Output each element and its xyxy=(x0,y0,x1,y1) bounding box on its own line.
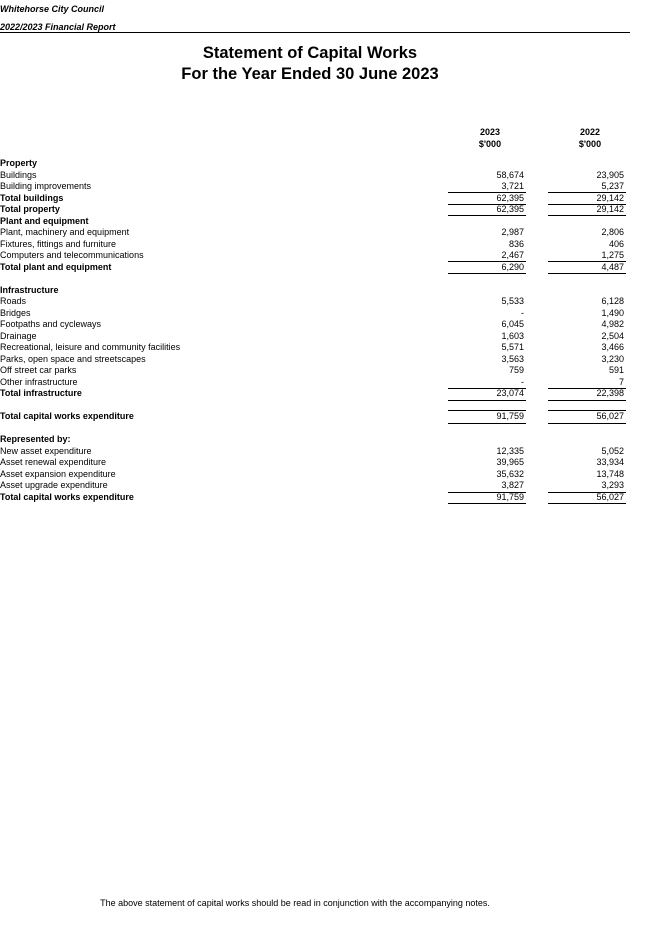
table-row xyxy=(0,319,640,331)
value-2022: 1,490 xyxy=(601,308,624,318)
value-2022: 13,748 xyxy=(596,469,624,479)
value-2022: 23,905 xyxy=(596,170,624,180)
row-label: Total capital works expenditure xyxy=(0,492,134,502)
value-2022: 3,230 xyxy=(601,354,624,364)
value-2022: 7 xyxy=(618,377,624,387)
row-label: Property xyxy=(0,158,38,168)
value-2023: - xyxy=(521,308,524,318)
table-row xyxy=(0,342,640,354)
value-2023: 3,563 xyxy=(501,354,524,364)
row-label: Parks, open space and streetscapes xyxy=(0,354,146,364)
row-label: New asset expenditure xyxy=(0,446,92,456)
table-row xyxy=(0,227,640,239)
table-row xyxy=(0,204,640,216)
subtotal-rule xyxy=(548,273,626,274)
subtotal-rule xyxy=(448,215,526,216)
value-2023: 5,571 xyxy=(501,342,524,352)
value-2022: 5,237 xyxy=(601,181,624,191)
column-year-2022: 2022 xyxy=(579,127,601,137)
value-2023: - xyxy=(521,377,524,387)
value-2023: 6,045 xyxy=(501,319,524,329)
table-row xyxy=(0,193,640,205)
row-label: Off street car parks xyxy=(0,365,77,375)
column-header-2023 xyxy=(460,126,520,150)
row-label: Total buildings xyxy=(0,193,64,203)
footnote: The above statement of capital works should be read in conjunction with the accompanying notes. xyxy=(100,898,490,908)
row-label: Recreational, leisure and community facilities xyxy=(0,342,181,352)
value-2022: 6,128 xyxy=(601,296,624,306)
statement-title: Statement of Capital Works xyxy=(202,44,418,62)
value-2022: 4,487 xyxy=(601,262,624,272)
value-2022: 591 xyxy=(608,365,624,375)
subtotal-rule xyxy=(548,423,626,424)
value-2022: 3,466 xyxy=(601,342,624,352)
header-divider xyxy=(0,32,630,33)
value-2022: 1,275 xyxy=(601,250,624,260)
value-2023: 62,395 xyxy=(496,204,524,214)
row-label: Infrastructure xyxy=(0,285,59,295)
table-row xyxy=(0,388,640,400)
value-2023: 836 xyxy=(508,239,524,249)
row-label: Total property xyxy=(0,204,60,214)
table-row xyxy=(0,457,640,469)
row-label: Fixtures, fittings and furniture xyxy=(0,239,117,249)
row-label: Roads xyxy=(0,296,27,306)
subtotal-rule xyxy=(448,388,526,389)
value-2022: 56,027 xyxy=(596,492,624,502)
value-2022: 2,806 xyxy=(601,227,624,237)
row-label: Asset upgrade expenditure xyxy=(0,480,108,490)
row-label: Footpaths and cycleways xyxy=(0,319,102,329)
report-name: 2022/2023 Financial Report xyxy=(0,22,116,32)
value-2022: 4,982 xyxy=(601,319,624,329)
column-unit-2022: $'000 xyxy=(578,139,602,149)
subtotal-rule xyxy=(548,400,626,401)
subtotal-rule xyxy=(548,215,626,216)
value-2023: 6,290 xyxy=(501,262,524,272)
table-row xyxy=(0,331,640,343)
table-row xyxy=(0,434,640,446)
value-2023: 5,533 xyxy=(501,296,524,306)
value-2022: 33,934 xyxy=(596,457,624,467)
subtotal-rule xyxy=(448,192,526,193)
value-2022: 2,504 xyxy=(601,331,624,341)
value-2022: 3,293 xyxy=(601,480,624,490)
subtotal-rule xyxy=(548,388,626,389)
row-label: Drainage xyxy=(0,331,37,341)
value-2022: 29,142 xyxy=(596,193,624,203)
table-row xyxy=(0,308,640,320)
row-label: Other infrastructure xyxy=(0,377,78,387)
subtotal-rule xyxy=(548,204,626,205)
row-label: Plant and equipment xyxy=(0,216,89,226)
column-year-2023: 2023 xyxy=(479,127,501,137)
table-row xyxy=(0,216,640,228)
subtotal-rule xyxy=(548,261,626,262)
value-2023: 3,721 xyxy=(501,181,524,191)
table-row xyxy=(0,181,640,193)
table-row xyxy=(0,446,640,458)
row-label: Total capital works expenditure xyxy=(0,411,134,421)
column-unit-2023: $'000 xyxy=(478,139,502,149)
column-header-2022 xyxy=(560,126,620,150)
table-row xyxy=(0,411,640,423)
table-row xyxy=(0,250,640,262)
row-label: Total plant and equipment xyxy=(0,262,112,272)
table-row xyxy=(0,365,640,377)
row-label: Computers and telecommunications xyxy=(0,250,144,260)
subtotal-rule xyxy=(548,492,626,493)
value-2023: 2,987 xyxy=(501,227,524,237)
table-row xyxy=(0,285,640,297)
value-2023: 2,467 xyxy=(501,250,524,260)
table-row xyxy=(0,262,640,274)
value-2023: 35,632 xyxy=(496,469,524,479)
value-2022: 22,398 xyxy=(596,388,624,398)
row-label: Building improvements xyxy=(0,181,92,191)
value-2023: 759 xyxy=(508,365,524,375)
value-2023: 3,827 xyxy=(501,480,524,490)
table-row xyxy=(0,469,640,481)
value-2023: 62,395 xyxy=(496,193,524,203)
row-label: Represented by: xyxy=(0,434,71,444)
table-row xyxy=(0,377,640,389)
row-label: Plant, machinery and equipment xyxy=(0,227,130,237)
row-label: Bridges xyxy=(0,308,31,318)
table-row xyxy=(0,296,640,308)
subtotal-rule xyxy=(448,204,526,205)
value-2023: 91,759 xyxy=(496,492,524,502)
row-label: Asset expansion expenditure xyxy=(0,469,116,479)
row-label: Asset renewal expenditure xyxy=(0,457,107,467)
table-row xyxy=(0,239,640,251)
value-2022: 5,052 xyxy=(601,446,624,456)
row-label: Buildings xyxy=(0,170,37,180)
council-name: Whitehorse City Council xyxy=(0,4,105,14)
value-2023: 12,335 xyxy=(496,446,524,456)
table-row xyxy=(0,158,640,170)
subtotal-rule xyxy=(548,410,626,411)
subtotal-rule xyxy=(448,261,526,262)
table-row xyxy=(0,492,640,504)
value-2023: 58,674 xyxy=(496,170,524,180)
value-2023: 91,759 xyxy=(496,411,524,421)
value-2023: 23,074 xyxy=(496,388,524,398)
subtotal-rule xyxy=(448,273,526,274)
row-label: Total infrastructure xyxy=(0,388,82,398)
subtotal-rule xyxy=(448,400,526,401)
subtotal-rule xyxy=(448,410,526,411)
subtotal-rule xyxy=(448,423,526,424)
subtotal-rule xyxy=(448,492,526,493)
value-2023: 1,603 xyxy=(501,331,524,341)
subtotal-rule xyxy=(548,192,626,193)
statement-period: For the Year Ended 30 June 2023 xyxy=(181,65,439,83)
subtotal-rule xyxy=(548,503,626,504)
subtotal-rule xyxy=(448,503,526,504)
value-2022: 406 xyxy=(608,239,624,249)
table-row xyxy=(0,170,640,182)
table-row xyxy=(0,354,640,366)
value-2023: 39,965 xyxy=(496,457,524,467)
value-2022: 56,027 xyxy=(596,411,624,421)
table-row xyxy=(0,480,640,492)
value-2022: 29,142 xyxy=(596,204,624,214)
